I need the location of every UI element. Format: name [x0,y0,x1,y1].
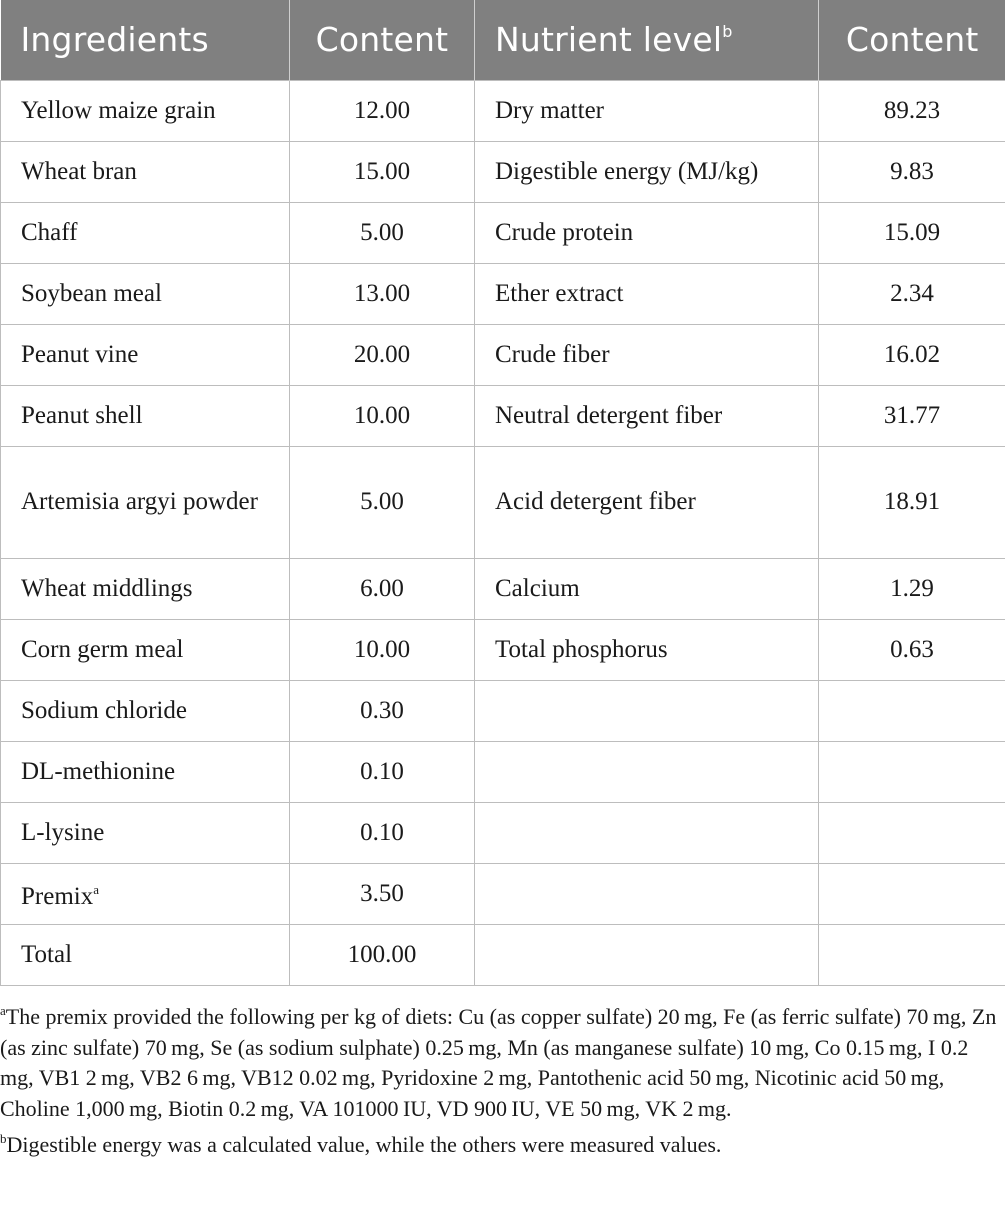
nutrient-cell [475,863,819,924]
ingredient-cell: Corn germ meal [1,619,290,680]
ingredient-content-cell: 0.10 [290,802,475,863]
nutrient-value-cell [819,924,1005,985]
header-ingredients-label: Ingredients [20,20,209,60]
nutrient-value-cell: 89.23 [819,80,1005,141]
ingredient-content-cell: 5.00 [290,446,475,558]
header-row [1,0,1005,80]
table-row [1,924,1005,985]
nutrient-cell: Acid detergent fiber [475,446,819,558]
table-row [1,263,1005,324]
footnote-mark-a: a [93,882,99,897]
ingredient-cell: Soybean meal [1,263,290,324]
nutrient-value-cell [819,802,1005,863]
ingredient-premix-label: Premix [21,883,94,910]
nutrient-value-cell [819,741,1005,802]
header-content-1-label: Content [315,20,449,60]
ingredient-cell: Artemisia argyi powder [1,446,290,558]
ingredient-cell: Wheat middlings [1,558,290,619]
nutrient-value-cell: 9.83 [819,141,1005,202]
nutrient-value-cell: 16.02 [819,324,1005,385]
ingredient-cell: Peanut vine [1,324,290,385]
ingredient-content-cell: 10.00 [290,619,475,680]
nutrient-cell: Crude protein [475,202,819,263]
header-nutrient-level [475,0,819,80]
table-row [1,141,1005,202]
header-nutrient-level-label: Nutrient level [495,20,723,60]
footnote-a [0,996,1005,1124]
ingredient-cell: Sodium chloride [1,680,290,741]
ingredient-content-cell: 6.00 [290,558,475,619]
nutrient-value-cell: 15.09 [819,202,1005,263]
ingredient-content-cell: 3.50 [290,863,475,924]
nutrient-value-cell: 0.63 [819,619,1005,680]
ingredient-cell: Total [1,924,290,985]
table-body [1,80,1005,985]
ingredient-cell [1,863,290,924]
table-row [1,863,1005,924]
table-row [1,446,1005,558]
footnote-b-text: Digestible energy was a calculated value, while the others were measured values. [6,1132,722,1157]
nutrient-cell [475,924,819,985]
nutrient-cell: Total phosphorus [475,619,819,680]
header-content-2-label: Content [845,20,979,60]
ingredient-cell: Yellow maize grain [1,80,290,141]
nutrient-cell [475,680,819,741]
header-ingredients [1,0,290,80]
ingredient-content-cell: 0.30 [290,680,475,741]
nutrient-value-cell: 18.91 [819,446,1005,558]
table-row [1,324,1005,385]
ingredient-content-cell: 5.00 [290,202,475,263]
table-header [1,0,1005,80]
table-row [1,558,1005,619]
table-row [1,385,1005,446]
footnote-a-text: The premix provided the following per kg of diets: Cu (as copper sulfate) 20 mg, Fe (as ferric sulfate) 70 mg, Zn (as zinc sulfate) 70 mg, Se (as sodium sulphate) 0.25 mg, Mn (as manganese sulfate) 10 mg, Co 0.15 mg, I 0.2 mg, VB1 2 mg, VB2 6 mg, VB12 0.02 mg, Pyridoxine 2 mg, Pantothenic acid 50 mg, Nicotinic acid 50 mg, Choline 1,000 mg, Biotin 0.2 mg, VA 101000 IU, VD 900 IU, VE 50 mg, VK 2 mg. [0,1004,997,1121]
ingredient-content-cell: 15.00 [290,141,475,202]
table-row [1,741,1005,802]
ingredient-content-cell: 10.00 [290,385,475,446]
footnote-b [0,1124,1005,1161]
nutrient-cell [475,741,819,802]
nutrient-value-cell [819,863,1005,924]
nutrient-cell: Ether extract [475,263,819,324]
table-row [1,802,1005,863]
nutrient-value-cell: 2.34 [819,263,1005,324]
nutrient-cell: Crude fiber [475,324,819,385]
ingredient-cell: L-lysine [1,802,290,863]
nutrient-value-cell: 31.77 [819,385,1005,446]
footnote-b-mark: b [0,1131,7,1146]
nutrient-cell [475,802,819,863]
ingredient-content-cell: 0.10 [290,741,475,802]
table-footnotes [0,996,1005,1161]
table-row [1,619,1005,680]
nutrient-cell: Dry matter [475,80,819,141]
nutrient-cell: Neutral detergent fiber [475,385,819,446]
ingredient-content-cell: 13.00 [290,263,475,324]
ingredient-content-cell: 12.00 [290,80,475,141]
table-row [1,202,1005,263]
table-row [1,680,1005,741]
ingredient-content-cell: 20.00 [290,324,475,385]
ingredient-cell: Chaff [1,202,290,263]
nutrient-cell: Calcium [475,558,819,619]
header-content-1 [290,0,475,80]
header-content-2 [819,0,1005,80]
ingredient-cell: Peanut shell [1,385,290,446]
nutrient-value-cell [819,680,1005,741]
footnote-a-mark: a [0,1003,6,1018]
ingredient-cell: Wheat bran [1,141,290,202]
nutrient-cell: Digestible energy (MJ/kg) [475,141,819,202]
ingredient-cell: DL-methionine [1,741,290,802]
ingredient-content-cell: 100.00 [290,924,475,985]
nutrient-value-cell: 1.29 [819,558,1005,619]
footnote-mark-b: b [722,22,733,42]
table-row [1,80,1005,141]
